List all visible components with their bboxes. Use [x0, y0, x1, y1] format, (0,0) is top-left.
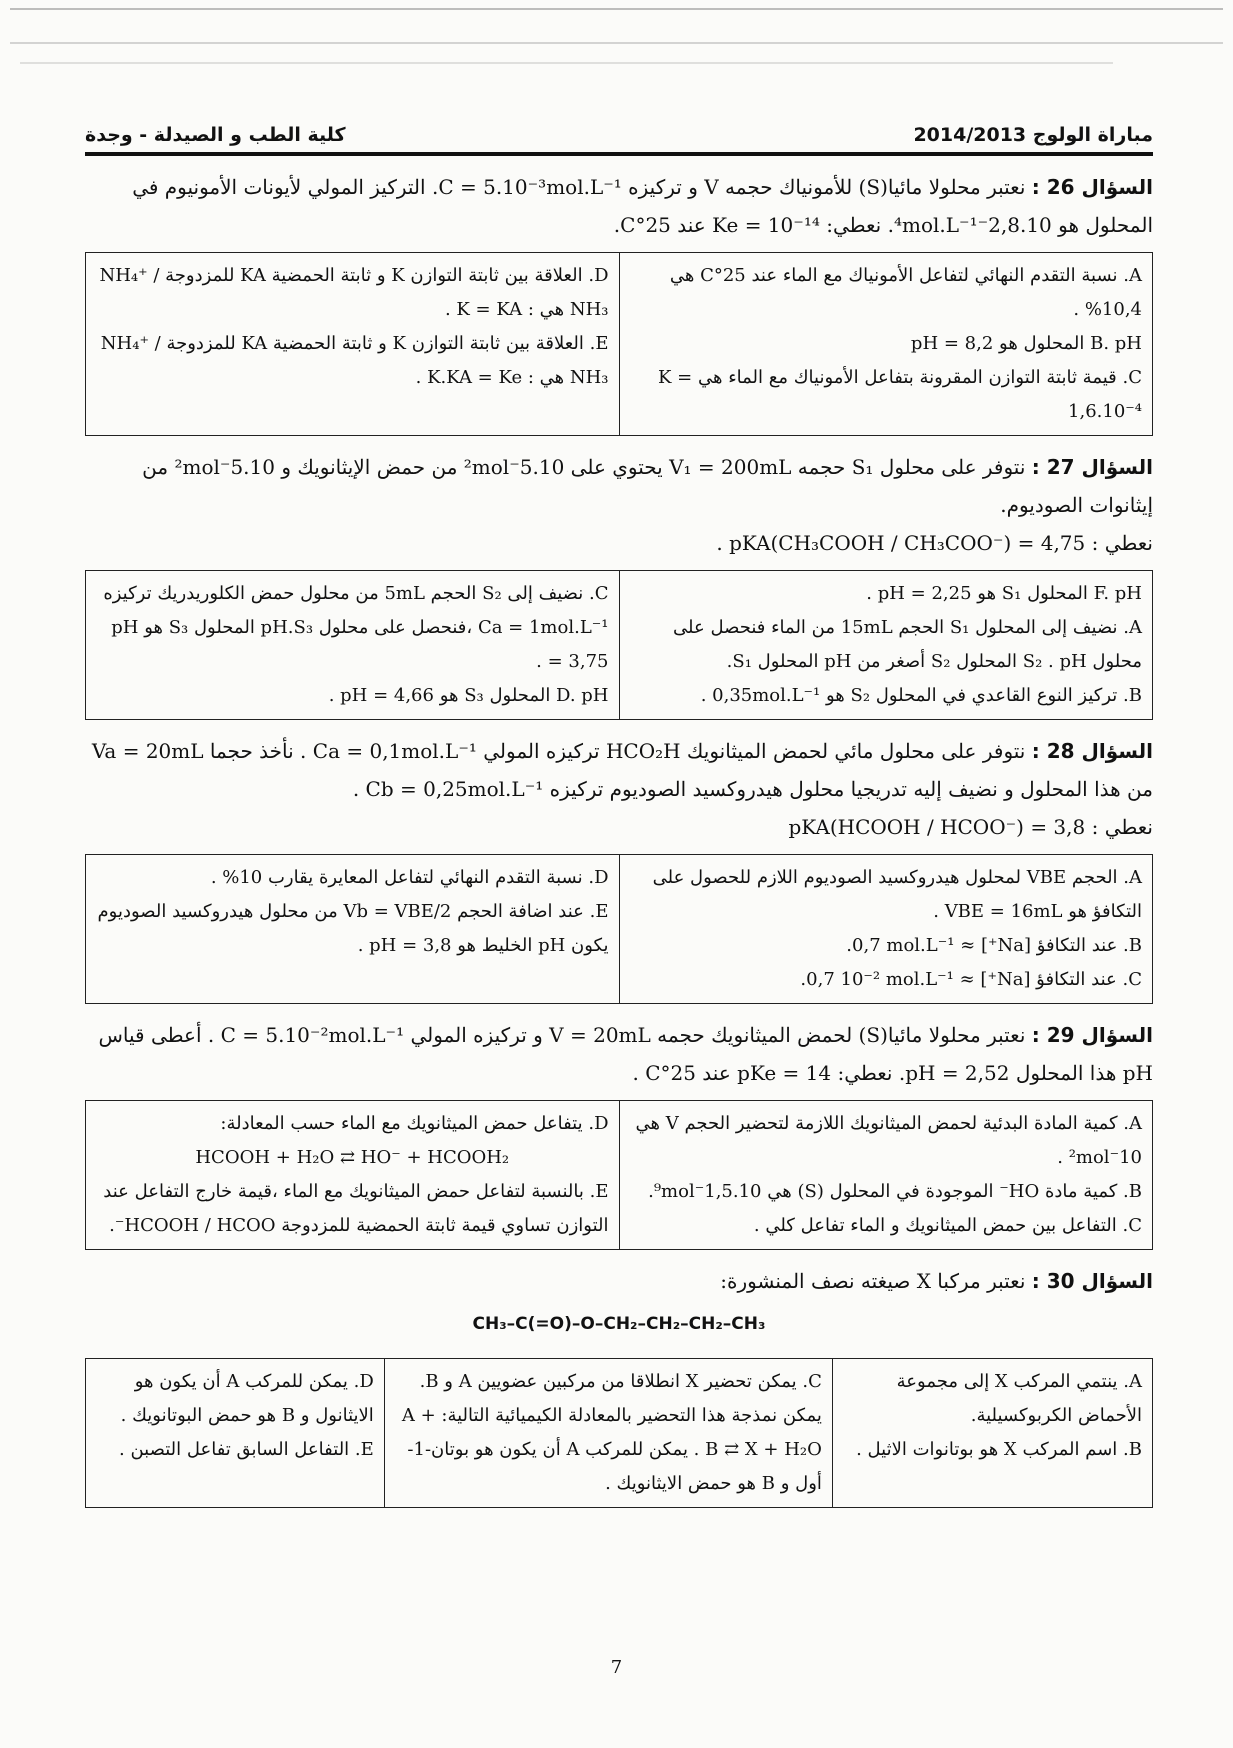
question-27: [85, 448, 1153, 562]
structural-formula: CH₃–C(=O)–O–CH₂–CH₂–CH₂–CH₃: [472, 1314, 766, 1334]
option-C[interactable]: C. قيمة ثابتة التوازن المقرونة بتفاعل الأمونياك مع الماء هي K = 1,6.10⁻⁴: [657, 367, 1142, 422]
options-table-30: [85, 1358, 1153, 1508]
option-C[interactable]: C. نضيف إلى S₂ الحجم 5mL من محلول حمض الكلوريدريك تركيزه Ca = 1mol.L⁻¹ ،فنحصل على محلول pH.S₃ المحلول S₃ هو pH = 3,75 .: [103, 583, 609, 672]
options-table-29: [85, 1100, 1153, 1250]
scan-artifact-top: [10, 8, 1223, 10]
option-C[interactable]: C. يمكن تحضير X انطلاقا من مركبين عضويين A و B. يمكن نمذجة هذا التحضير بالمعادلة الكيميائية التالية: A + B ⇄ X + H₂O . يمكن للمركب A أن يكون هو بوتان-1- أول و B هو حمض الايثانويك .: [401, 1371, 822, 1494]
question-28: [85, 732, 1153, 846]
question-30: [85, 1262, 1153, 1300]
question-text: نتوفر على محلول مائي لحمض الميثانويك HCO₂H تركيزه المولي Ca = 0,1mol.L⁻¹ . نأخذ حجما Va = 20mL من هذا المحلول و نضيف إليه تدريجيا محلول هيدروكسيد الصوديوم تركيزه Cb = 0,25mol.L⁻¹ .: [91, 739, 1153, 801]
option-D[interactable]: D. pH المحلول S₃ هو pH = 4,66 .: [328, 685, 609, 706]
option-F[interactable]: F. pH المحلول S₁ هو pH = 2,25 .: [866, 583, 1142, 604]
page-number: 7: [610, 1657, 623, 1678]
option-B[interactable]: B. تركيز النوع القاعدي في المحلول S₂ هو 0,35mol.L⁻¹ .: [700, 685, 1142, 706]
option-E[interactable]: E. بالنسبة لتفاعل حمض الميثانويك مع الماء ،قيمة خارج التفاعل عند التوازن تساوي قيمة ثابتة الحمضية للمزدوجة HCOOH / HCOO⁻.: [103, 1181, 609, 1236]
question-text: نعتبر مركبا X صيغته نصف المنشورة:: [720, 1269, 1026, 1293]
question-label: السؤال 29 :: [1031, 1023, 1153, 1047]
question-given: نعطي : pKA(HCOOH / HCOO⁻) = 3,8: [788, 815, 1153, 839]
question-label: السؤال 30 :: [1031, 1269, 1153, 1293]
page-header: [85, 110, 1153, 146]
options-table-27: [85, 570, 1153, 720]
scan-artifact-line: [20, 62, 1113, 64]
header-exam-title: مباراة الولوج 2014/2013: [913, 124, 1153, 146]
option-C[interactable]: C. التفاعل بين حمض الميثانويك و الماء تفاعل كلي .: [753, 1215, 1142, 1236]
option-E[interactable]: E. العلاقة بين ثابتة التوازن K و ثابتة الحمضية KA للمزدوجة NH₄⁺ / NH₃ هي : K.KA = Ke .: [100, 333, 609, 388]
options-table-26: [85, 252, 1153, 436]
options-table-28: [85, 854, 1153, 1004]
question-text: نعتبر محلولا مائيا(S) لحمض الميثانويك حجمه V = 20mL و تركيزه المولي C = 5.10⁻²mol.L⁻¹ . أعطى قياس pH هذا المحلول pH = 2,52. نعطي: pKe = 14 عند 25°C .: [98, 1023, 1153, 1085]
option-D-equation: HCOOH + H₂O ⇄ HO⁻ + HCOOH₂: [195, 1147, 510, 1168]
option-C[interactable]: C. عند التكافؤ [Na⁺] ≈ 0,7 10⁻² mol.L⁻¹.: [800, 969, 1142, 990]
option-A[interactable]: A. نضيف إلى المحلول S₁ الحجم 15mL من الماء فنحصل على محلول S₂ . pH المحلول S₂ أصغر من pH المحلول S₁.: [673, 617, 1142, 672]
question-26: [85, 168, 1153, 244]
question-label: السؤال 27 :: [1031, 455, 1153, 479]
option-A[interactable]: A. ينتمي المركب X إلى مجموعة الأحماض الكربوكسيلية.: [896, 1371, 1142, 1426]
option-D[interactable]: D. يتفاعل حمض الميثانويك مع الماء حسب المعادلة:: [220, 1113, 609, 1134]
option-B[interactable]: B. pH المحلول هو pH = 8,2: [910, 333, 1142, 354]
header-faculty: كلية الطب و الصيدلة - وجدة: [85, 124, 346, 146]
option-A[interactable]: A. كمية المادة البدئية لحمض الميثانويك اللازمة لتحضير الحجم V هي 10⁻²mol .: [635, 1113, 1142, 1168]
scan-artifact-line: [10, 42, 1223, 44]
option-E[interactable]: E. التفاعل السابق تفاعل التصبن .: [119, 1439, 374, 1460]
question-label: السؤال 28 :: [1031, 739, 1153, 763]
header-divider: [85, 152, 1153, 156]
option-A[interactable]: A. نسبة التقدم النهائي لتفاعل الأمونياك مع الماء عند 25°C هي 10,4% .: [669, 265, 1142, 320]
question-text: نتوفر على محلول S₁ حجمه V₁ = 200mL يحتوي على 5.10⁻²mol من حمض الإيثانويك و 5.10⁻²mol من إيثانوات الصوديوم.: [142, 455, 1153, 517]
question-label: السؤال 26 :: [1031, 175, 1153, 199]
option-B[interactable]: B. عند التكافؤ [Na⁺] ≈ 0,7 mol.L⁻¹.: [846, 935, 1142, 956]
option-E[interactable]: E. عند اضافة الحجم Vb = VBE/2 من محلول هيدروكسيد الصوديوم يكون pH الخليط هو pH = 3,8 .: [97, 901, 609, 956]
question-given: نعطي : pKA(CH₃COOH / CH₃COO⁻) = 4,75 .: [716, 531, 1153, 555]
option-A[interactable]: A. الحجم VBE لمحلول هيدروكسيد الصوديوم اللازم للحصول على التكافؤ هو VBE = 16mL .: [652, 867, 1142, 922]
question-29: [85, 1016, 1153, 1092]
option-B[interactable]: B. كمية مادة HO⁻ الموجودة في المحلول (S) هي 1,5.10⁻⁹mol.: [648, 1181, 1142, 1202]
exam-page: [85, 110, 1153, 1508]
option-B[interactable]: B. اسم المركب X هو بوتانوات الاثيل .: [856, 1439, 1142, 1460]
option-D[interactable]: D. يمكن للمركب A أن يكون هو الايثانول و B هو حمض البوتانويك .: [120, 1371, 374, 1426]
option-D[interactable]: D. العلاقة بين ثابتة التوازن K و ثابتة الحمضية KA للمزدوجة NH₄⁺ / NH₃ هي : K = KA .: [99, 265, 609, 320]
question-text: نعتبر محلولا مائيا(S) للأمونياك حجمه V و تركيزه C = 5.10⁻³mol.L⁻¹. التركيز المولي لأيونات الأمونيوم في المحلول هو 2,8.10⁻⁴mol.L⁻¹. نعطي: Ke = 10⁻¹⁴ عند 25°C.: [132, 175, 1153, 237]
option-D[interactable]: D. نسبة التقدم النهائي لتفاعل المعايرة يقارب 10% .: [210, 867, 609, 888]
